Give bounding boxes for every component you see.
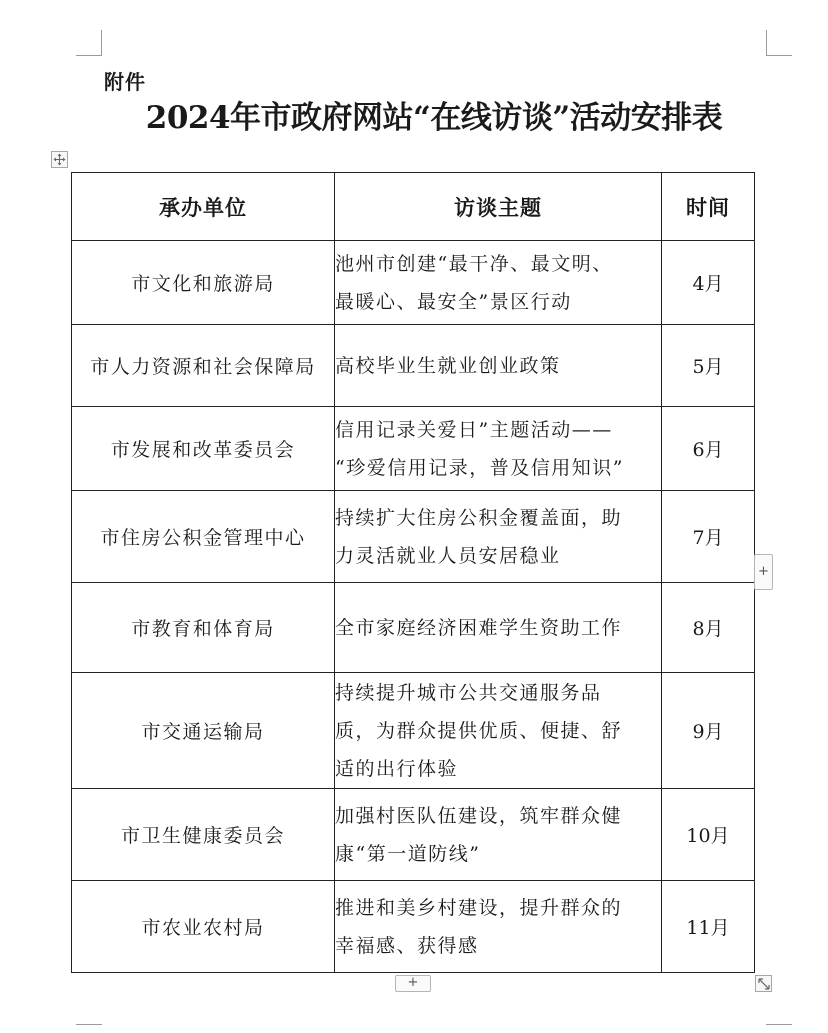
- table-row: [72, 789, 755, 881]
- topic-line: 持续提升城市公共交通服务品: [335, 681, 602, 704]
- unit-cell: 市住房公积金管理中心: [72, 491, 335, 583]
- topic-line: 幸福感、获得感: [335, 934, 479, 957]
- time-cell: 10月: [662, 789, 755, 881]
- topic-cell: [335, 881, 662, 973]
- topic-line: 加强村医队伍建设，筑牢群众健: [335, 804, 623, 827]
- topic-line: 全市家庭经济困难学生资助工作: [335, 616, 623, 639]
- page-title: 2024年市政府网站“在线访谈”活动安排表: [145, 100, 723, 136]
- crop-mark-bottom-left: [76, 1024, 102, 1025]
- topic-line: 康“第一道防线”: [335, 842, 481, 865]
- time-cell: 4月: [662, 241, 755, 325]
- topic-cell: [335, 241, 662, 325]
- table-row: [72, 583, 755, 673]
- header-unit: 承办单位: [72, 173, 335, 241]
- time-cell: 5月: [662, 325, 755, 407]
- topic-cell: [335, 325, 662, 407]
- table-header-row: [72, 173, 755, 241]
- resize-icon: [758, 978, 770, 990]
- topic-cell: [335, 583, 662, 673]
- time-cell: 9月: [662, 673, 755, 789]
- table-row: [72, 241, 755, 325]
- table-move-handle[interactable]: [51, 151, 68, 168]
- unit-cell: 市卫生健康委员会: [72, 789, 335, 881]
- table-row: [72, 407, 755, 491]
- schedule-table: [71, 172, 755, 973]
- unit-cell: 市农业农村局: [72, 881, 335, 973]
- unit-cell: 市文化和旅游局: [72, 241, 335, 325]
- topic-cell: [335, 491, 662, 583]
- table-row: [72, 673, 755, 789]
- add-row-button[interactable]: +: [395, 975, 431, 992]
- crop-mark-top-left: [76, 55, 102, 56]
- topic-line: 信用记录关爱日”主题活动——: [335, 418, 613, 441]
- unit-cell: 市交通运输局: [72, 673, 335, 789]
- topic-line: 力灵活就业人员安居稳业: [335, 544, 561, 567]
- header-time: 时间: [662, 173, 755, 241]
- unit-cell: 市教育和体育局: [72, 583, 335, 673]
- crop-mark-top-right: [766, 30, 767, 56]
- add-column-button[interactable]: +: [754, 554, 773, 590]
- table-row: [72, 491, 755, 583]
- topic-line: 推进和美乡村建设，提升群众的: [335, 896, 623, 919]
- time-cell: 6月: [662, 407, 755, 491]
- crop-mark-top-left: [101, 30, 102, 56]
- time-cell: 7月: [662, 491, 755, 583]
- move-icon: [53, 153, 66, 166]
- topic-line: 池州市创建“最干净、最文明、: [335, 252, 613, 275]
- topic-line: 高校毕业生就业创业政策: [335, 354, 561, 377]
- topic-line: “珍爱信用记录，普及信用知识”: [335, 456, 624, 479]
- topic-cell: [335, 673, 662, 789]
- unit-cell: 市人力资源和社会保障局: [72, 325, 335, 407]
- crop-mark-bottom-right: [766, 1024, 792, 1025]
- topic-cell: [335, 407, 662, 491]
- table-row: [72, 881, 755, 973]
- header-topic: 访谈主题: [335, 173, 662, 241]
- table-resize-handle[interactable]: [755, 975, 772, 992]
- topic-line: 适的出行体验: [335, 757, 459, 780]
- time-cell: 8月: [662, 583, 755, 673]
- topic-line: 质，为群众提供优质、便捷、舒: [335, 719, 623, 742]
- topic-line: 最暖心、最安全”景区行动: [335, 290, 572, 313]
- topic-cell: [335, 789, 662, 881]
- attachment-label: 附件: [104, 70, 146, 94]
- topic-line: 持续扩大住房公积金覆盖面，助: [335, 506, 623, 529]
- crop-mark-top-right: [766, 55, 792, 56]
- unit-cell: 市发展和改革委员会: [72, 407, 335, 491]
- table-row: [72, 325, 755, 407]
- time-cell: 11月: [662, 881, 755, 973]
